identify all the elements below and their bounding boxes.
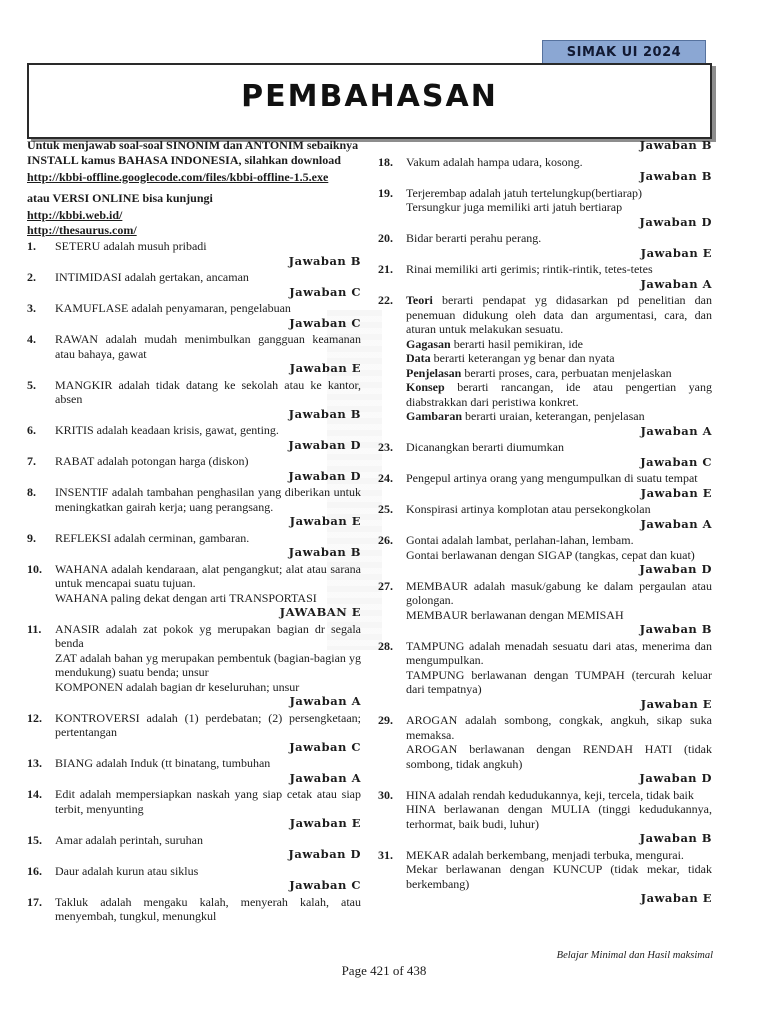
explanation-text: Dicanangkan berarti diumumkan	[406, 440, 564, 454]
question-number: 27.	[378, 578, 393, 593]
explanation-text: Takluk adalah mengaku kalah, menyerah kalah, atau menyembah, tungkul, menungkul	[55, 894, 361, 923]
question-number: 25.	[378, 502, 393, 516]
explanation-text: Gambaran berarti uraian, keterangan, penjelasan	[406, 409, 645, 423]
explanation-text: REFLEKSI adalah cerminan, gambaran.	[55, 530, 250, 545]
explanation-text: Rinai memiliki arti gerimis; rintik-rintik, tetes-tetes	[406, 262, 653, 276]
question-number: 4.	[27, 332, 36, 346]
question-number: 9.	[27, 530, 36, 545]
answer-label: JAWABAN E	[279, 605, 361, 619]
question-item	[27, 332, 361, 361]
question-number: 20.	[378, 231, 393, 245]
explanation-text: SETERU adalah musuh pribadi	[55, 239, 207, 253]
explanation-text: MANGKIR adalah tidak datang ke sekolah atau ke kantor, absen	[55, 377, 361, 406]
explanation-text: RABAT adalah potongan harga (diskon)	[55, 454, 249, 468]
answer-list-left	[27, 239, 361, 924]
answer-label: Jawaban C	[289, 739, 361, 754]
question-item	[27, 531, 361, 546]
explanation-text: Amar adalah perintah, suruhan	[55, 832, 203, 847]
question-number: 24.	[378, 471, 393, 485]
explanation-text: Konsep berarti rancangan, ide atau pengertian yang diabstrakkan dari peristiwa konkret.	[406, 380, 712, 409]
question-item	[27, 833, 361, 848]
explanation-text: HINA berlawanan dengan MULIA (tinggi kedudukannya, terhormat, baik budi, luhur)	[406, 802, 712, 831]
explanation-text: KAMUFLASE adalah penyamaran, pengelabuan	[55, 301, 291, 315]
answer-label: Jawaban B	[639, 831, 712, 845]
question-item	[27, 622, 361, 695]
question-item	[27, 301, 361, 316]
question-item	[378, 293, 712, 424]
explanation-text: Konspirasi artinya komplotan atau persekongkolan	[406, 502, 651, 516]
explanation-text: Tersungkur juga memiliki arti jatuh bertiarap	[406, 200, 623, 214]
online-text: atau VERSI ONLINE bisa kunjungi	[27, 190, 213, 205]
question-number: 1.	[27, 239, 36, 253]
answer-label: Jawaban D	[639, 771, 712, 785]
answer-label: Jawaban A	[289, 694, 361, 708]
question-number: 7.	[27, 454, 36, 468]
explanation-text: MEKAR adalah berkembang, menjadi terbuka, mengurai.	[406, 847, 684, 862]
explanation-text: BIANG adalah Induk (tt binatang, tumbuhan	[55, 756, 271, 770]
question-item	[378, 579, 712, 623]
explanation-text: INTIMIDASI adalah gertakan, ancaman	[55, 270, 249, 284]
explanation-text: Gagasan berarti hasil pemikiran, ide	[406, 336, 583, 351]
question-number: 13.	[27, 756, 42, 770]
question-number: 2.	[27, 270, 36, 284]
answer-label: Jawaban E	[640, 696, 712, 711]
answer-label: Jawaban D	[288, 437, 361, 452]
explanation-text: HINA adalah rendah kedudukannya, keji, tercela, tidak baik	[406, 787, 694, 802]
answer-label: Jawaban E	[640, 891, 712, 905]
explanation-text: WAHANA adalah kendaraan, alat pengangkut; alat atau sarana untuk mencapai suatu tujuan.	[55, 561, 361, 590]
question-number: 10.	[27, 561, 42, 576]
question-number: 22.	[378, 293, 393, 307]
answer-label: Jawaban C	[289, 284, 361, 299]
question-number: 31.	[378, 847, 393, 862]
explanation-text: Teori berarti pendapat yg didasarkan pd penelitian dan penemuan didukung oleh data dan argumentasi, cara, dan aturan untuk melakukan sesuatu.	[406, 293, 712, 336]
question-item	[378, 848, 712, 892]
explanation-text: Pengepul artinya orang yang mengumpulkan di suatu tempat	[406, 471, 698, 485]
explanation-text: ZAT adalah bahan yg merupakan pembentuk (bagian-bagian yg mendukung) suatu benda; unsur	[55, 650, 361, 679]
page-number: Page 421 of 438	[341, 963, 427, 978]
page-title: PEMBAHASAN	[241, 79, 498, 114]
question-number: 29.	[378, 713, 393, 727]
question-item	[27, 895, 361, 924]
footer-tagline: Belajar Minimal dan Hasil maksimal	[556, 950, 713, 961]
question-item	[378, 713, 712, 771]
intro-text: Untuk menjawab soal-soal SINONIM dan ANTONIM sebaiknya INSTALL kamus BAHASA INDONESIA, silahkan download	[27, 138, 359, 167]
question-number: 8.	[27, 485, 36, 499]
answer-label: Jawaban B	[639, 138, 712, 152]
answer-label: Jawaban C	[640, 454, 712, 469]
answer-label: Jawaban E	[289, 361, 361, 375]
explanation-text: AROGAN adalah sombong, congkak, angkuh, sikap suka memaksa.	[406, 713, 712, 742]
question-number: 19.	[378, 185, 393, 200]
question-item	[378, 533, 712, 562]
question-number: 5.	[27, 377, 36, 392]
question-number: 16.	[27, 863, 42, 878]
answer-label: Jawaban A	[640, 276, 712, 291]
explanation-text: ANASIR adalah zat pokok yg merupakan bagian dr segala benda	[55, 621, 361, 650]
question-item	[27, 239, 361, 254]
question-number: 11.	[27, 621, 42, 636]
explanation-text: Bidar berarti perahu perang.	[406, 231, 542, 245]
question-number: 23.	[378, 440, 393, 454]
question-number: 3.	[27, 301, 36, 315]
explanation-text: MEMBAUR adalah masuk/gabung ke dalam pergaulan atau golongan.	[406, 578, 712, 607]
question-item	[27, 562, 361, 606]
question-number: 12.	[27, 710, 42, 725]
question-number: 28.	[378, 638, 393, 653]
answer-label: Jawaban E	[640, 485, 712, 500]
kbbi-online-link[interactable]: http://kbbi.web.id/	[27, 208, 123, 222]
answer-label: Jawaban B	[639, 169, 712, 183]
question-number: 30.	[378, 787, 393, 802]
explanation-text: KRITIS adalah keadaan krisis, gawat, genting.	[55, 423, 279, 437]
explanation-text: KONTROVERSI adalah (1) perdebatan; (2) persengketaan; pertentangan	[55, 710, 361, 739]
question-number: 14.	[27, 787, 42, 801]
answer-label: Jawaban B	[288, 253, 361, 268]
explanation-text: Mekar berlawanan dengan KUNCUP (tidak mekar, tidak berkembang)	[406, 862, 712, 891]
question-item	[378, 231, 712, 246]
question-item	[27, 756, 361, 771]
question-number: 18.	[378, 154, 393, 169]
explanation-text: AROGAN berlawanan dengan RENDAH HATI (tidak sombong, tidak angkuh)	[406, 742, 712, 771]
answer-label: Jawaban B	[288, 406, 361, 421]
question-item	[378, 788, 712, 832]
explanation-text: Edit adalah mempersiapkan naskah yang siap cetak atau siap terbit, menyunting	[55, 787, 361, 816]
exam-tag: SIMAK UI 2024	[542, 40, 706, 66]
question-item	[378, 155, 712, 170]
answer-label: Jawaban A	[289, 770, 361, 785]
question-item	[378, 639, 712, 697]
question-item	[27, 864, 361, 879]
question-item	[378, 502, 712, 517]
question-number: 21.	[378, 262, 393, 276]
explanation-text: MEMBAUR berlawanan dengan MEMISAH	[406, 607, 624, 622]
question-number: 26.	[378, 533, 393, 547]
question-item	[27, 711, 361, 740]
title-banner	[27, 63, 712, 139]
answer-label: Jawaban E	[640, 245, 712, 260]
answer-label: Jawaban E	[289, 816, 361, 830]
explanation-text: TAMPUNG berlawanan dengan TUMPAH (tercurah keluar dari tempatnya)	[406, 667, 712, 696]
question-item	[27, 787, 361, 816]
question-item	[27, 270, 361, 285]
download-link[interactable]: http://kbbi-offline.googlecode.com/files/kbbi-offline-1.5.exe	[27, 170, 329, 184]
question-item	[27, 454, 361, 469]
explanation-text: Data berarti keterangan yg benar dan nyata	[406, 351, 615, 365]
explanation-text: Gontai berlawanan dengan SIGAP (tangkas, cepat dan kuat)	[406, 547, 695, 562]
answer-label: Jawaban D	[639, 214, 712, 229]
answer-label: Jawaban C	[289, 315, 361, 330]
question-item	[27, 485, 361, 514]
question-number: 6.	[27, 423, 36, 437]
left-column	[27, 138, 361, 924]
question-item	[378, 186, 712, 215]
right-column	[378, 138, 712, 906]
question-number: 17.	[27, 894, 42, 909]
explanation-text: Gontai adalah lambat, perlahan-lahan, lembam.	[406, 533, 634, 547]
answer-label: Jawaban B	[639, 622, 712, 636]
answer-list-right	[378, 155, 712, 906]
explanation-text: INSENTIF adalah tambahan penghasilan yang diberikan untuk meningkatkan gairah kerja; uang perangsang.	[55, 485, 361, 514]
explanation-text: Daur adalah kurun atau siklus	[55, 863, 199, 878]
question-item	[378, 262, 712, 277]
question-item	[378, 471, 712, 486]
explanation-text: RAWAN adalah mudah menimbulkan gangguan keamanan atau bahaya, gawat	[55, 332, 361, 361]
question-item	[27, 423, 361, 438]
answer-label: Jawaban D	[288, 468, 361, 483]
explanation-text: KOMPONEN adalah bagian dr keseluruhan; unsur	[55, 679, 300, 694]
answer-label: Jawaban B	[288, 545, 361, 559]
answer-label: Jawaban C	[289, 878, 361, 892]
thesaurus-link[interactable]: http://thesaurus.com/	[27, 222, 137, 237]
answer-label: Jawaban E	[289, 514, 361, 528]
answer-label: Jawaban A	[640, 423, 712, 438]
explanation-text: WAHANA paling dekat dengan arti TRANSPORTASI	[55, 590, 317, 605]
answer-label: Jawaban D	[288, 847, 361, 861]
explanation-text: Terjerembap adalah jatuh tertelungkup(bertiarap)	[406, 185, 643, 200]
explanation-text: TAMPUNG adalah menadah sesuatu dari atas, menerima dan mengumpulkan.	[406, 638, 712, 667]
question-item	[378, 440, 712, 455]
answer-label: Jawaban D	[639, 562, 712, 576]
answer-label: Jawaban A	[640, 516, 712, 531]
question-item	[27, 378, 361, 407]
intro-block	[27, 138, 361, 237]
question-number: 15.	[27, 832, 42, 847]
explanation-text: Vakum adalah hampa udara, kosong.	[406, 154, 583, 169]
explanation-text: Penjelasan berarti proses, cara, perbuatan menjelaskan	[406, 365, 672, 380]
